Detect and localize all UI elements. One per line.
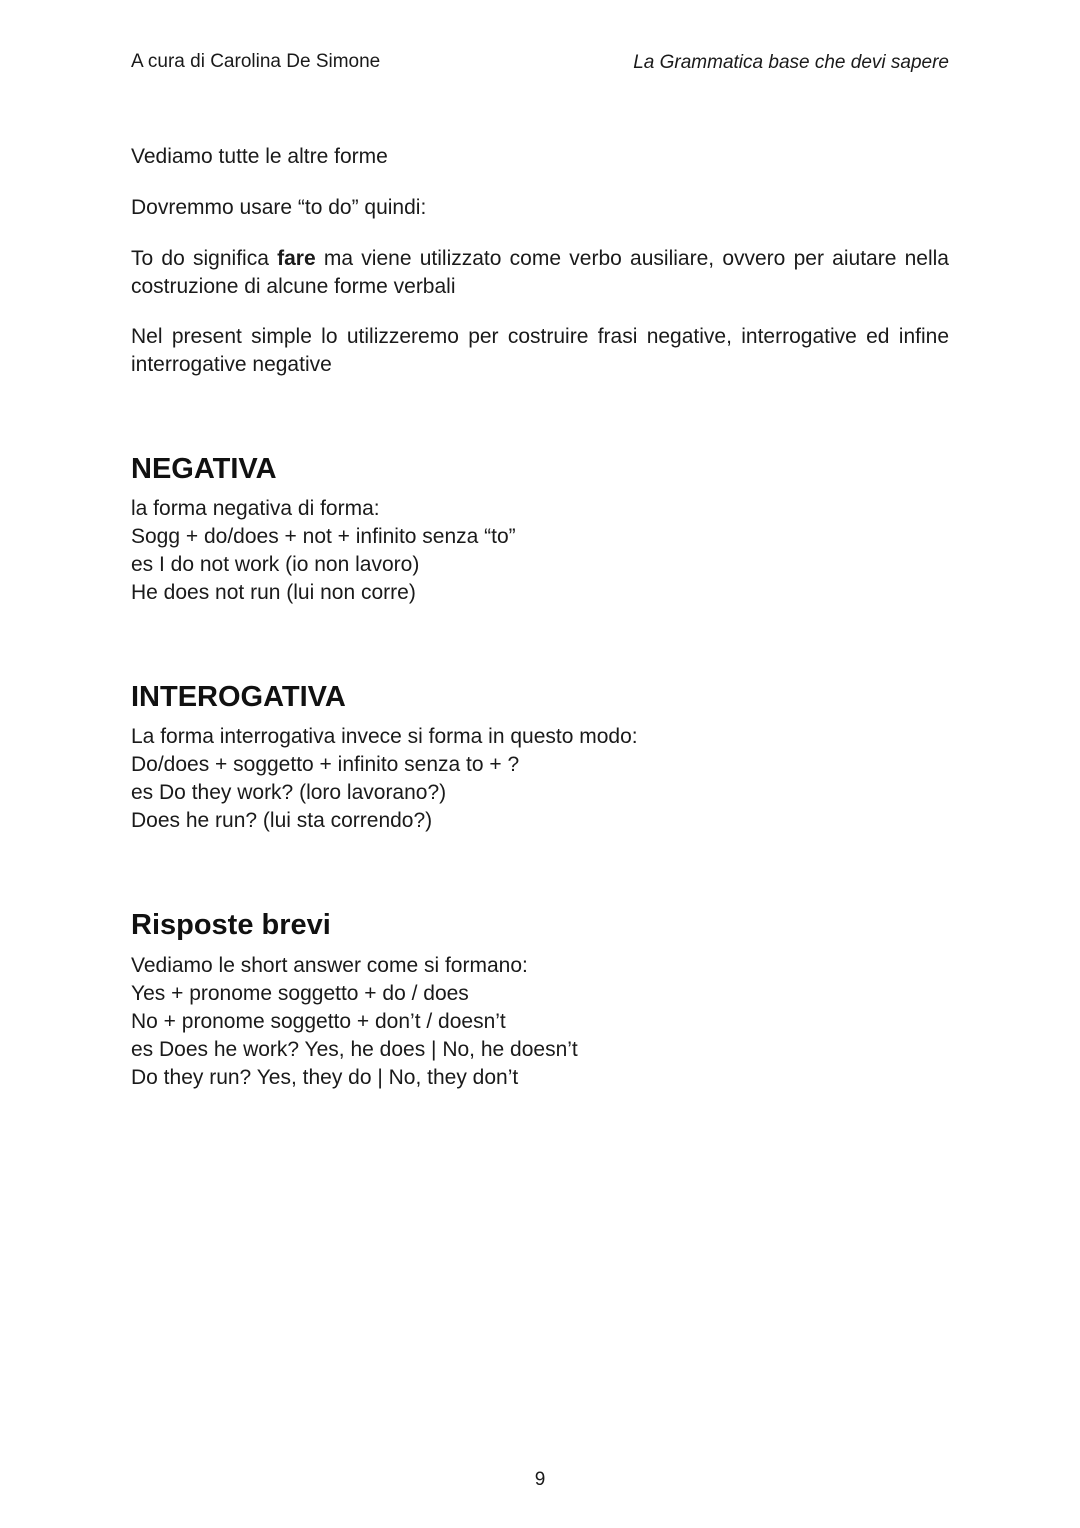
intro-paragraph-4: Nel present simple lo utilizzeremo per costruire frasi negative, interrogative ed infine interrogative negative (131, 325, 949, 376)
negativa-line: es I do not work (io non lavoro) (131, 553, 420, 576)
risposte-brevi-line: es Does he work? Yes, he does | No, he doesn’t (131, 1038, 578, 1061)
section-body-interrogativa (131, 723, 949, 835)
negativa-line: la forma negativa di forma: (131, 497, 380, 520)
intro-paragraph-3-end: ma viene utilizzato come verbo ausiliare, ovvero per aiutare nella costruzione di alcune forme verbali (131, 247, 949, 298)
header-book-title: La Grammatica base che devi sapere (633, 52, 949, 73)
negativa-line: Sogg + do/does + not + infinito senza “to” (131, 525, 516, 548)
interrogativa-line: Do/does + soggetto + infinito senza to + ? (131, 753, 520, 776)
intro-paragraph-2: Dovremmo usare “to do” quindi: (131, 196, 427, 219)
interrogativa-line: La forma interrogativa invece si forma in questo modo: (131, 725, 638, 748)
intro-bold-word: fare (277, 247, 316, 270)
interrogativa-line: Does he run? (lui sta correndo?) (131, 809, 433, 832)
section-title-risposte-brevi: Risposte brevi (131, 909, 331, 941)
header-author: A cura di Carolina De Simone (131, 51, 381, 72)
risposte-brevi-line: Vediamo le short answer come si formano: (131, 954, 528, 977)
intro-paragraph-1: Vediamo tutte le altre forme (131, 145, 388, 168)
intro-paragraph-3 (131, 245, 949, 301)
negativa-line: He does not run (lui non corre) (131, 581, 416, 604)
risposte-brevi-line: Yes + pronome soggetto + do / does (131, 982, 469, 1005)
section-title-negativa: NEGATIVA (131, 453, 277, 485)
section-title-interrogativa: INTEROGATIVA (131, 681, 346, 713)
page-number: 9 (534, 1469, 546, 1490)
section-body-risposte-brevi (131, 952, 949, 1092)
risposte-brevi-line: No + pronome soggetto + don’t / doesn’t (131, 1010, 506, 1033)
risposte-brevi-line: Do they run? Yes, they do | No, they don’t (131, 1066, 519, 1089)
intro-paragraph-3-start: To do significa (131, 247, 278, 270)
interrogativa-line: es Do they work? (loro lavorano?) (131, 781, 447, 804)
section-body-negativa (131, 495, 949, 607)
